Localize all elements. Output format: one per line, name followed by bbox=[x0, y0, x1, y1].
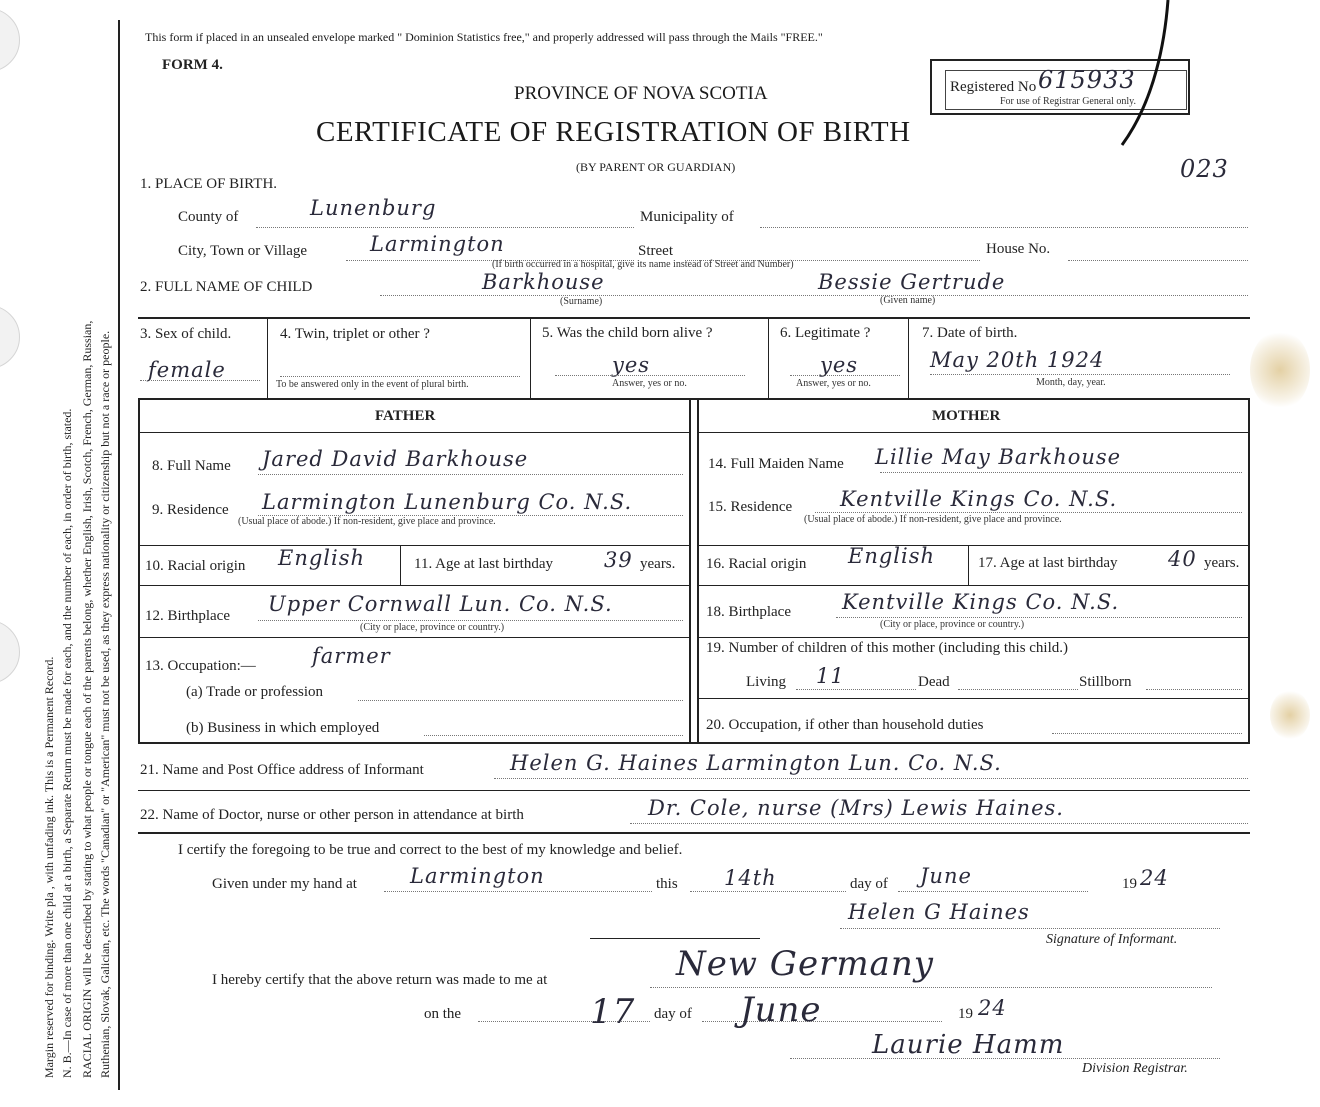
mother-occupation-label: 20. Occupation, if other than household duties bbox=[706, 717, 984, 733]
municipality-label: Municipality of bbox=[640, 209, 734, 225]
trade-line bbox=[358, 700, 683, 701]
father-birthplace-note: (City or place, province or country.) bbox=[360, 622, 505, 633]
legitimate-line bbox=[790, 375, 900, 376]
mother-name-label: 14. Full Maiden Name bbox=[708, 456, 844, 472]
certify-text: I certify the foregoing to be true and correct to the best of my knowledge and belief. bbox=[178, 842, 683, 858]
father-name-line bbox=[258, 474, 683, 475]
given-name-note: (Given name) bbox=[880, 295, 936, 306]
father-left-border bbox=[138, 398, 140, 742]
county-value: Lunenburg bbox=[310, 196, 437, 220]
col-divider bbox=[267, 317, 268, 398]
given-place-value: Larmington bbox=[410, 864, 545, 888]
father-name-value: Jared David Barkhouse bbox=[262, 447, 529, 471]
signature-line bbox=[840, 928, 1220, 929]
mother-birthplace-line bbox=[836, 617, 1242, 618]
registrar-place-line bbox=[650, 987, 1212, 988]
twin-label: 4. Twin, triplet or other ? bbox=[280, 326, 430, 342]
stillborn-line bbox=[1146, 689, 1242, 690]
city-label: City, Town or Village bbox=[178, 243, 308, 259]
separator-rule bbox=[590, 938, 760, 939]
section-bottom-rule bbox=[138, 742, 1250, 744]
mother-birthplace-value: Kentville Kings Co. N.S. bbox=[842, 590, 1120, 614]
father-heading-rule bbox=[138, 432, 690, 433]
father-residence-value: Larmington Lunenburg Co. N.S. bbox=[262, 490, 633, 514]
registered-number: 615933 bbox=[1038, 66, 1136, 94]
doctor-line bbox=[630, 823, 1248, 824]
registrar-signature-line bbox=[790, 1058, 1220, 1059]
mother-heading: MOTHER bbox=[932, 408, 1001, 424]
on-the-label: on the bbox=[424, 1006, 462, 1022]
informant-line bbox=[494, 778, 1248, 779]
doctor-value: Dr. Cole, nurse (Mrs) Lewis Haines. bbox=[648, 796, 1064, 820]
father-residence-note: (Usual place of abode.) If non-resident, give place and province. bbox=[238, 516, 496, 527]
binding-hole bbox=[0, 620, 20, 684]
dob-label: 7. Date of birth. bbox=[922, 325, 1018, 341]
alive-note: Answer, yes or no. bbox=[612, 378, 687, 389]
mother-age-unit: years. bbox=[1204, 555, 1240, 571]
children-label: 19. Number of children of this mother (including this child.) bbox=[706, 640, 1069, 656]
dob-value: May 20th 1924 bbox=[930, 348, 1105, 372]
alive-line bbox=[555, 375, 745, 376]
mother-birthplace-label: 18. Birthplace bbox=[706, 604, 791, 620]
page-title: CERTIFICATE OF REGISTRATION OF BIRTH bbox=[316, 116, 911, 148]
registrar-text: I hereby certify that the above return was made to me at bbox=[212, 972, 548, 988]
mother-residence-label: 15. Residence bbox=[708, 499, 793, 515]
day-value: 14th bbox=[724, 866, 777, 890]
registered-label: Registered No bbox=[950, 79, 1037, 95]
col-divider bbox=[768, 317, 769, 398]
mother-age-value: 40 bbox=[1168, 547, 1197, 571]
father-name-label: 8. Full Name bbox=[152, 458, 231, 474]
paper-stain bbox=[1250, 330, 1310, 410]
twin-note: To be answered only in the event of plural birth. bbox=[276, 379, 469, 390]
reg-year-value: 24 bbox=[978, 996, 1007, 1020]
page-subtitle: (BY PARENT OR GUARDIAN) bbox=[576, 160, 736, 174]
place-heading: 1. PLACE OF BIRTH. bbox=[140, 176, 278, 192]
informant-rule bbox=[138, 790, 1250, 791]
doctor-label: 22. Name of Doctor, nurse or other person in attendance at birth bbox=[140, 807, 524, 823]
binding-hole bbox=[0, 305, 20, 369]
city-value: Larmington bbox=[370, 232, 505, 256]
dob-line bbox=[930, 374, 1230, 375]
registrar-place-value: New Germany bbox=[676, 944, 934, 984]
this-label: this bbox=[656, 876, 678, 892]
mother-heading-rule bbox=[697, 432, 1249, 433]
father-age-label: 11. Age at last birthday bbox=[414, 556, 553, 572]
house-label: House No. bbox=[986, 241, 1051, 257]
father-occupation-label: 13. Occupation:— bbox=[145, 658, 256, 674]
binding-hole bbox=[0, 8, 20, 72]
margin-binding-note: Margin reserved for binding. Write pla , with unfading ink. This is a Permanent Record. bbox=[42, 656, 56, 1078]
house-line bbox=[1068, 260, 1248, 261]
mother-row-rule bbox=[697, 585, 1249, 586]
reg-day-of-label: day of bbox=[654, 1006, 692, 1022]
father-row-rule bbox=[138, 637, 690, 638]
reg-month-line bbox=[702, 1021, 942, 1022]
reg-year-prefix: 19 bbox=[958, 1006, 973, 1022]
father-race-value: English bbox=[278, 546, 366, 570]
form-number: FORM 4. bbox=[162, 57, 223, 73]
month-value: June bbox=[920, 864, 972, 888]
month-line bbox=[898, 891, 1088, 892]
living-value: 11 bbox=[816, 664, 845, 688]
mother-row-rule bbox=[697, 545, 1249, 546]
reg-month-value: June bbox=[740, 990, 822, 1030]
father-residence-label: 9. Residence bbox=[152, 502, 229, 518]
stillborn-label: Stillborn bbox=[1079, 674, 1132, 690]
mother-name-value: Lillie May Barkhouse bbox=[875, 445, 1122, 469]
given-place-line bbox=[384, 891, 652, 892]
father-race-label: 10. Racial origin bbox=[145, 558, 246, 574]
father-birthplace-value: Upper Cornwall Lun. Co. N.S. bbox=[268, 592, 613, 616]
pen-stroke bbox=[1110, 0, 1170, 150]
mother-name-line bbox=[880, 472, 1242, 473]
living-label: Living bbox=[746, 674, 786, 690]
legitimate-value: yes bbox=[820, 353, 859, 377]
sex-line bbox=[140, 380, 260, 381]
child-surname: Barkhouse bbox=[482, 270, 605, 294]
alive-value: yes bbox=[612, 353, 651, 377]
dead-line bbox=[958, 689, 1078, 690]
mail-notice: This form if placed in an unsealed envelope marked " Dominion Statistics free," and properly addressed will pass through the Mails "FREE." bbox=[145, 30, 823, 44]
mother-race-label: 16. Racial origin bbox=[706, 556, 807, 572]
child-name-line bbox=[380, 295, 1248, 296]
informant-signature: Helen G Haines bbox=[848, 900, 1030, 924]
dead-label: Dead bbox=[918, 674, 950, 690]
mother-occupation-line bbox=[1052, 733, 1242, 734]
margin-racial-note: RACIAL ORIGIN will be described by stating to what people or tongue each of the parents belong, whether English, Irish, Scotch, French, German, Russian, bbox=[80, 320, 94, 1078]
day-of-label: day of bbox=[850, 876, 888, 892]
year-prefix: 19 bbox=[1122, 876, 1137, 892]
informant-label: 21. Name and Post Office address of Informant bbox=[140, 762, 424, 778]
mother-race-value: English bbox=[848, 544, 936, 568]
sex-label: 3. Sex of child. bbox=[140, 326, 232, 342]
signature-label: Signature of Informant. bbox=[1046, 932, 1178, 947]
father-occupation-value: farmer bbox=[312, 644, 391, 668]
row-divider bbox=[138, 317, 1250, 319]
father-race-divider bbox=[400, 545, 401, 585]
mother-residence-line bbox=[815, 512, 1242, 513]
trade-label: (a) Trade or profession bbox=[186, 684, 324, 700]
mother-right-border bbox=[1248, 398, 1250, 742]
child-name-label: 2. FULL NAME OF CHILD bbox=[140, 279, 313, 295]
alive-label: 5. Was the child born alive ? bbox=[542, 325, 713, 341]
father-age-value: 39 bbox=[604, 548, 633, 572]
surname-note: (Surname) bbox=[560, 296, 603, 307]
business-line bbox=[424, 735, 683, 736]
mother-age-label: 17. Age at last birthday bbox=[978, 555, 1118, 571]
twin-line bbox=[280, 376, 520, 377]
given-label: Given under my hand at bbox=[212, 876, 357, 892]
father-row-rule bbox=[138, 585, 690, 586]
mother-birthplace-note: (City or place, province or country.) bbox=[880, 619, 1025, 630]
living-line bbox=[796, 689, 916, 690]
mother-race-divider bbox=[968, 545, 969, 585]
reg-day-value: 17 bbox=[590, 992, 636, 1032]
corner-number: 023 bbox=[1180, 155, 1229, 183]
margin-plural-note: N. B.—In case of more than one child at a birth, a Separate Return must be made for each, and the number of each, in order of birth, stated. bbox=[60, 408, 74, 1078]
mother-residence-value: Kentville Kings Co. N.S. bbox=[840, 487, 1118, 511]
margin-racial-note-2: Ruthenian, Slovak, Galician, etc. The words "Canadian" or "American" must not be used, as they express nationality or citizenship but not a race or people. bbox=[98, 330, 112, 1078]
street-label: Street bbox=[638, 243, 673, 259]
left-border bbox=[118, 20, 120, 1090]
day-line bbox=[690, 891, 846, 892]
col-divider bbox=[908, 317, 909, 398]
mother-residence-note: (Usual place of abode.) If non-resident, give place and province. bbox=[804, 514, 1062, 525]
father-heading: FATHER bbox=[375, 408, 436, 424]
father-right-border bbox=[689, 398, 691, 742]
registrar-label: Division Registrar. bbox=[1082, 1061, 1188, 1076]
county-line bbox=[256, 227, 634, 228]
father-age-unit: years. bbox=[640, 556, 676, 572]
mother-left-border bbox=[697, 398, 699, 742]
province-title: PROVINCE OF NOVA SCOTIA bbox=[514, 83, 768, 104]
father-birthplace-label: 12. Birthplace bbox=[145, 608, 230, 624]
year-value: 24 bbox=[1140, 866, 1169, 890]
mother-row-rule bbox=[697, 698, 1249, 699]
dob-note: Month, day, year. bbox=[1036, 377, 1106, 388]
paper-stain bbox=[1270, 690, 1310, 740]
registrar-signature: Laurie Hamm bbox=[872, 1030, 1065, 1060]
row-divider bbox=[138, 398, 1250, 400]
legitimate-note: Answer, yes or no. bbox=[796, 378, 871, 389]
mother-row-rule bbox=[697, 637, 1249, 638]
father-row-rule bbox=[138, 545, 690, 546]
county-label: County of bbox=[178, 209, 239, 225]
municipality-line bbox=[760, 227, 1248, 228]
informant-value: Helen G. Haines Larmington Lun. Co. N.S. bbox=[510, 751, 1002, 775]
hospital-note: (If birth occurred in a hospital, give its name instead of Street and Number) bbox=[492, 259, 794, 270]
business-label: (b) Business in which employed bbox=[186, 720, 380, 736]
child-given-name: Bessie Gertrude bbox=[818, 270, 1006, 294]
col-divider bbox=[530, 317, 531, 398]
sex-value: female bbox=[148, 358, 226, 382]
father-birthplace-line bbox=[258, 620, 683, 621]
registrar-note: For use of Registrar General only. bbox=[1000, 96, 1136, 107]
legitimate-label: 6. Legitimate ? bbox=[780, 325, 871, 341]
doctor-rule bbox=[138, 832, 1250, 834]
